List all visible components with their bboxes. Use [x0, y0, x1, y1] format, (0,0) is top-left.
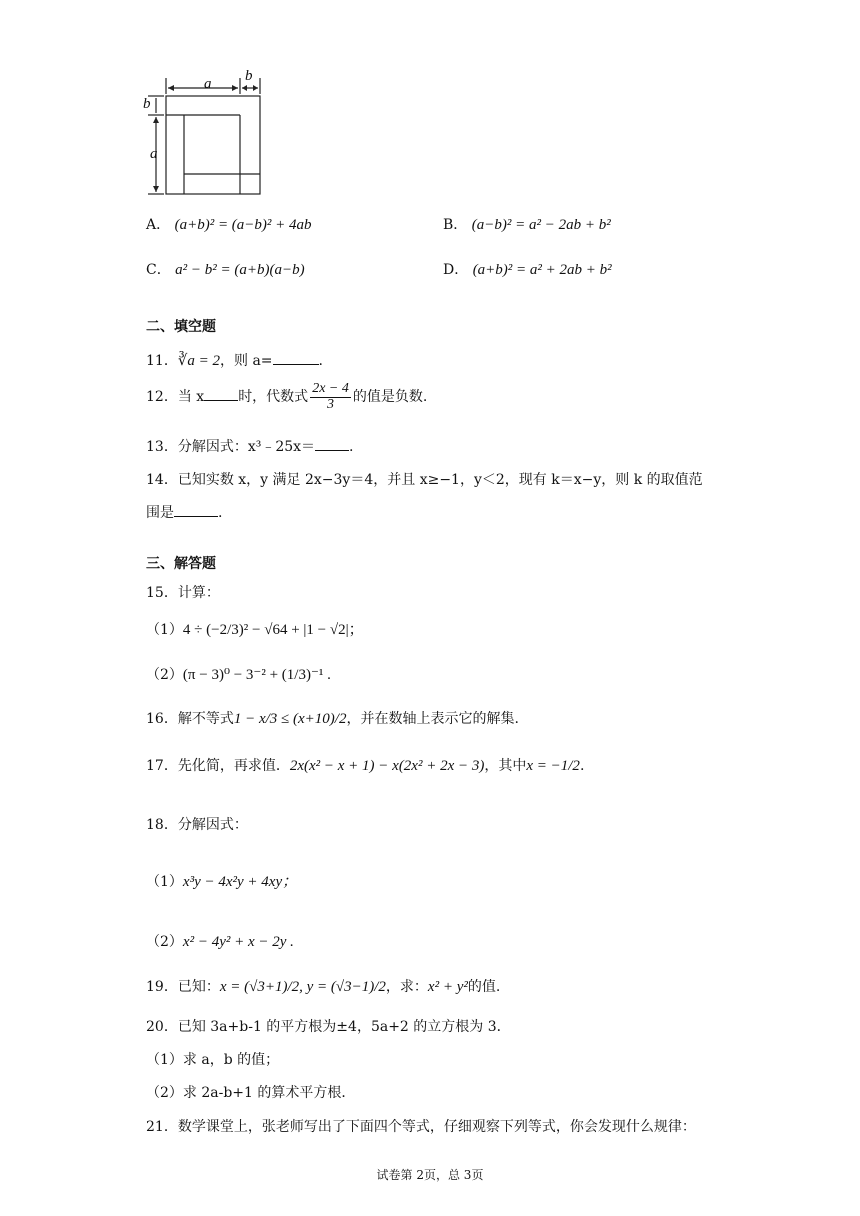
question-20-part2: （2）求 2a-b+1 的算术平方根．	[146, 1085, 356, 1101]
question-18-part1	[146, 870, 297, 891]
option-d	[443, 259, 612, 279]
q14-line2: 围是	[146, 505, 174, 521]
q17-end: .	[579, 758, 585, 774]
q12-post: 的值是负数.	[352, 389, 428, 406]
question-15-part2	[146, 664, 331, 684]
question-number: 20．	[146, 1019, 178, 1035]
q19-formula: x = (√3+1)/2, y = (√3−1)/2	[219, 979, 386, 995]
question-number: 13．	[146, 439, 178, 455]
q12-pre: 当 x	[177, 389, 205, 406]
q17-mid: ，其中	[484, 758, 527, 774]
question-18-part2	[146, 931, 294, 951]
q15-p2-formula: (π − 3)⁰ − 3⁻² + (1/3)⁻¹ .	[182, 667, 331, 683]
part-label: （1）	[146, 874, 183, 890]
question-number: 15．	[146, 585, 178, 601]
question-number: 14．	[146, 472, 178, 488]
question-15-part1	[146, 618, 364, 639]
question-number: 21．	[146, 1119, 178, 1135]
option-b-letter: B．	[443, 217, 468, 233]
question-20	[146, 1016, 511, 1036]
q12-frac-num: 2x − 4	[312, 381, 349, 396]
question-14	[146, 469, 703, 489]
question-15	[146, 582, 220, 602]
question-20-part1: （1）求 a，b 的值；	[146, 1052, 280, 1068]
q13-end: .	[349, 439, 354, 455]
question-18	[146, 814, 248, 834]
question-number: 16．	[146, 711, 178, 727]
option-d-formula: (a+b)² = a² + 2ab + b²	[472, 262, 612, 278]
answer-blank	[174, 502, 218, 517]
question-21	[146, 1116, 696, 1136]
section-3-title: 三、解答题	[146, 556, 216, 572]
question-11	[146, 350, 323, 370]
section-2-title: 二、填空题	[146, 319, 216, 335]
q18-p1-formula: x³y − 4x²y + 4xy；	[182, 874, 298, 890]
option-b-formula: (a−b)² = a² − 2ab + b²	[471, 217, 611, 233]
question-number: 19．	[146, 979, 178, 995]
q17-cond: x = −1/2	[526, 758, 580, 774]
option-c-letter: C．	[146, 262, 171, 278]
option-c-formula: a² − b² = (a+b)(a−b)	[175, 262, 305, 278]
question-19	[146, 976, 500, 996]
question-number: 17．	[146, 758, 178, 774]
q19-target: x² + y²	[427, 979, 468, 995]
figure-label-a-top: a	[204, 76, 212, 92]
q15-p1-formula: 4 ÷ (−2/3)² − √64 + |1 − √2|；	[182, 622, 364, 638]
part-label: （2）	[146, 667, 183, 683]
q11-text: ，则 a=	[220, 353, 273, 369]
q16-post: ，并在数轴上表示它的解集.	[346, 711, 519, 727]
part-label: （1）	[146, 622, 183, 638]
question-16	[146, 708, 519, 728]
page-footer: 试卷第 2页，总 3页	[376, 1168, 484, 1182]
question-17	[146, 755, 584, 775]
option-a-letter: A．	[146, 217, 171, 233]
q11-end: .	[318, 353, 323, 369]
q17-formula: 2x(x² − x + 1) − x(2x² + 2x − 3)	[289, 758, 485, 774]
figure-label-a-left: a	[150, 146, 158, 162]
q18-text: 分解因式：	[177, 817, 248, 833]
q14-line1: 已知实数 x，y 满足 2x−3y＝4，并且 x≥−1，y＜2，现有 k＝x−y，则 k 的取值范	[177, 472, 703, 488]
figure-label-b-top: b	[245, 68, 253, 84]
answer-blank	[204, 386, 238, 401]
q16-text: 解不等式	[177, 711, 234, 727]
q21-text: 数学课堂上，张老师写出了下面四个等式，仔细观察下列等式，你会发现什么规律：	[177, 1119, 696, 1135]
question-13	[146, 436, 354, 456]
q19-mid: ，求：	[385, 979, 428, 995]
question-number: 18．	[146, 817, 178, 833]
figure-label-b-left: b	[143, 96, 151, 112]
q20-text: 已知 3a+b-1 的平方根为±4，5a+2 的立方根为 3．	[177, 1019, 511, 1035]
q12-frac-den: 3	[327, 396, 335, 412]
q18-p2-formula: x² − 4y² + x − 2y .	[182, 934, 294, 950]
option-c	[146, 259, 305, 279]
q19-text: 已知：	[177, 979, 220, 995]
question-14-line2	[146, 502, 222, 522]
option-b	[443, 214, 611, 234]
answer-blank	[315, 436, 349, 451]
option-d-letter: D．	[443, 262, 469, 278]
part-label: （2）	[146, 934, 183, 950]
option-a-formula: (a+b)² = (a−b)² + 4ab	[174, 217, 312, 233]
q13-text: 分解因式：x³﹣25x＝	[177, 439, 316, 455]
q11-formula: ∛a = 2	[177, 353, 221, 369]
q12-fraction	[310, 382, 351, 412]
q12-mid: 时，代数式	[238, 389, 309, 406]
option-a	[146, 214, 312, 234]
question-number: 11．	[146, 353, 178, 369]
q15-text: 计算：	[177, 585, 220, 601]
answer-blank	[273, 350, 319, 365]
q16-formula: 1 − x/3 ≤ (x+10)/2	[233, 711, 347, 727]
q17-text: 先化简，再求值．	[177, 758, 290, 774]
q14-end: .	[218, 505, 223, 521]
q19-post: 的值.	[467, 979, 501, 995]
question-number: 12．	[146, 389, 178, 406]
question-12	[146, 382, 427, 412]
